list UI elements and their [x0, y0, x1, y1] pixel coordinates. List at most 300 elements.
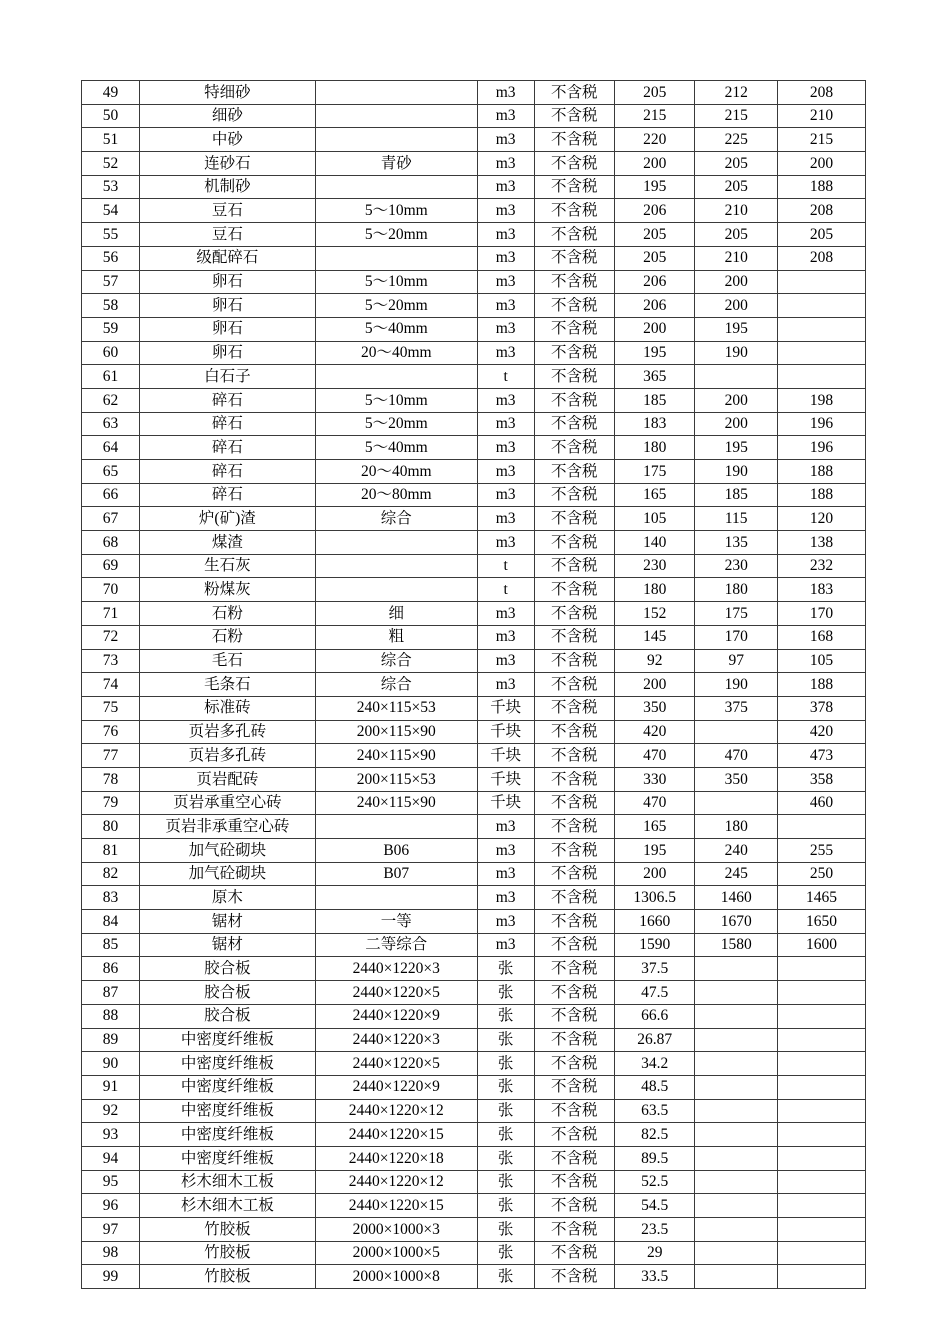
price-2	[695, 1123, 778, 1147]
tax-type: 不含税	[534, 1194, 614, 1218]
price-3: 358	[778, 767, 866, 791]
price-1: 48.5	[614, 1075, 694, 1099]
material-spec: 240×115×53	[315, 696, 477, 720]
row-number: 76	[82, 720, 140, 744]
table-row	[82, 1218, 866, 1242]
price-2: 115	[695, 507, 778, 531]
table-row	[82, 578, 866, 602]
material-name: 卵石	[139, 270, 315, 294]
material-spec	[315, 246, 477, 270]
row-number: 73	[82, 649, 140, 673]
price-3: 188	[778, 483, 866, 507]
tax-type: 不含税	[534, 1146, 614, 1170]
row-number: 79	[82, 791, 140, 815]
price-3	[778, 294, 866, 318]
price-1: 205	[614, 81, 694, 105]
price-1: 175	[614, 460, 694, 484]
price-2: 205	[695, 175, 778, 199]
price-1: 1306.5	[614, 886, 694, 910]
row-number: 92	[82, 1099, 140, 1123]
price-3: 196	[778, 412, 866, 436]
price-2	[695, 1052, 778, 1076]
tax-type: 不含税	[534, 365, 614, 389]
table-row	[82, 531, 866, 555]
price-3: 196	[778, 436, 866, 460]
row-number: 58	[82, 294, 140, 318]
material-unit: m3	[477, 81, 534, 105]
tax-type: 不含税	[534, 199, 614, 223]
table-row	[82, 1075, 866, 1099]
material-unit: 张	[477, 1052, 534, 1076]
material-unit: t	[477, 365, 534, 389]
price-2: 200	[695, 412, 778, 436]
price-2: 195	[695, 317, 778, 341]
material-unit: m3	[477, 673, 534, 697]
material-spec: 5～10mm	[315, 270, 477, 294]
material-spec	[315, 531, 477, 555]
price-2: 375	[695, 696, 778, 720]
tax-type: 不含税	[534, 531, 614, 555]
price-1: 200	[614, 862, 694, 886]
material-spec: 2000×1000×5	[315, 1241, 477, 1265]
price-1: 200	[614, 152, 694, 176]
price-2	[695, 1146, 778, 1170]
material-unit: m3	[477, 910, 534, 934]
price-2: 200	[695, 388, 778, 412]
price-1: 26.87	[614, 1028, 694, 1052]
price-2	[695, 1170, 778, 1194]
table-row	[82, 483, 866, 507]
table-row	[82, 933, 866, 957]
price-3: 1650	[778, 910, 866, 934]
tax-type: 不含税	[534, 696, 614, 720]
tax-type: 不含税	[534, 341, 614, 365]
table-row	[82, 223, 866, 247]
price-1: 152	[614, 602, 694, 626]
material-unit: 张	[477, 1241, 534, 1265]
material-spec: 粗	[315, 625, 477, 649]
price-3	[778, 1146, 866, 1170]
material-unit: m3	[477, 341, 534, 365]
row-number: 94	[82, 1146, 140, 1170]
material-name: 卵石	[139, 294, 315, 318]
tax-type: 不含税	[534, 412, 614, 436]
material-unit: 张	[477, 1028, 534, 1052]
price-3: 170	[778, 602, 866, 626]
material-unit: 张	[477, 1099, 534, 1123]
row-number: 61	[82, 365, 140, 389]
material-name: 粉煤灰	[139, 578, 315, 602]
price-3	[778, 1218, 866, 1242]
price-2: 180	[695, 815, 778, 839]
price-3: 188	[778, 673, 866, 697]
material-spec	[315, 886, 477, 910]
material-spec: 一等	[315, 910, 477, 934]
material-name: 毛石	[139, 649, 315, 673]
table-row	[82, 1028, 866, 1052]
price-2: 195	[695, 436, 778, 460]
table-row	[82, 910, 866, 934]
material-spec: 5～40mm	[315, 317, 477, 341]
table-row	[82, 81, 866, 105]
price-3	[778, 1194, 866, 1218]
material-spec	[315, 365, 477, 389]
material-spec: 240×115×90	[315, 791, 477, 815]
material-unit: m3	[477, 602, 534, 626]
material-unit: m3	[477, 862, 534, 886]
material-name: 生石灰	[139, 554, 315, 578]
material-spec: B06	[315, 839, 477, 863]
material-name: 竹胶板	[139, 1241, 315, 1265]
price-1: 365	[614, 365, 694, 389]
row-number: 85	[82, 933, 140, 957]
price-3: 208	[778, 199, 866, 223]
table-row	[82, 791, 866, 815]
tax-type: 不含税	[534, 625, 614, 649]
table-row	[82, 815, 866, 839]
material-unit: 张	[477, 1170, 534, 1194]
table-row	[82, 1265, 866, 1289]
material-unit: m3	[477, 199, 534, 223]
price-3: 215	[778, 128, 866, 152]
price-1: 34.2	[614, 1052, 694, 1076]
price-3: 1600	[778, 933, 866, 957]
material-spec: 200×115×90	[315, 720, 477, 744]
row-number: 70	[82, 578, 140, 602]
row-number: 95	[82, 1170, 140, 1194]
price-2: 185	[695, 483, 778, 507]
material-unit: m3	[477, 531, 534, 555]
material-spec	[315, 815, 477, 839]
material-unit: m3	[477, 270, 534, 294]
price-3: 105	[778, 649, 866, 673]
price-2: 1460	[695, 886, 778, 910]
tax-type: 不含税	[534, 839, 614, 863]
row-number: 66	[82, 483, 140, 507]
price-2: 97	[695, 649, 778, 673]
price-1: 215	[614, 104, 694, 128]
price-1: 470	[614, 744, 694, 768]
price-3: 168	[778, 625, 866, 649]
material-spec: 2440×1220×15	[315, 1194, 477, 1218]
row-number: 89	[82, 1028, 140, 1052]
material-unit: m3	[477, 460, 534, 484]
row-number: 82	[82, 862, 140, 886]
price-2: 230	[695, 554, 778, 578]
price-2: 350	[695, 767, 778, 791]
price-2: 200	[695, 294, 778, 318]
material-unit: m3	[477, 507, 534, 531]
material-spec: 2440×1220×12	[315, 1170, 477, 1194]
price-1: 47.5	[614, 981, 694, 1005]
price-1: 89.5	[614, 1146, 694, 1170]
price-2: 225	[695, 128, 778, 152]
price-2: 190	[695, 460, 778, 484]
material-name: 机制砂	[139, 175, 315, 199]
price-3	[778, 1099, 866, 1123]
price-2	[695, 365, 778, 389]
price-1: 145	[614, 625, 694, 649]
price-3	[778, 317, 866, 341]
price-3	[778, 270, 866, 294]
price-1: 1660	[614, 910, 694, 934]
material-spec: 2440×1220×15	[315, 1123, 477, 1147]
row-number: 81	[82, 839, 140, 863]
material-name: 锯材	[139, 910, 315, 934]
price-3	[778, 1028, 866, 1052]
tax-type: 不含税	[534, 460, 614, 484]
price-1: 23.5	[614, 1218, 694, 1242]
row-number: 57	[82, 270, 140, 294]
tax-type: 不含税	[534, 791, 614, 815]
material-unit: m3	[477, 625, 534, 649]
price-2	[695, 1099, 778, 1123]
price-1: 205	[614, 223, 694, 247]
price-2: 1670	[695, 910, 778, 934]
tax-type: 不含税	[534, 388, 614, 412]
price-1: 37.5	[614, 957, 694, 981]
material-unit: 张	[477, 981, 534, 1005]
price-2: 240	[695, 839, 778, 863]
table-body	[82, 81, 866, 1289]
material-unit: m3	[477, 104, 534, 128]
price-1: 180	[614, 578, 694, 602]
tax-type: 不含税	[534, 81, 614, 105]
tax-type: 不含税	[534, 246, 614, 270]
tax-type: 不含税	[534, 767, 614, 791]
material-name: 中砂	[139, 128, 315, 152]
row-number: 97	[82, 1218, 140, 1242]
material-name: 白石子	[139, 365, 315, 389]
price-2	[695, 1265, 778, 1289]
material-unit: 张	[477, 1194, 534, 1218]
price-3: 200	[778, 152, 866, 176]
material-unit: m3	[477, 294, 534, 318]
row-number: 51	[82, 128, 140, 152]
material-spec	[315, 175, 477, 199]
price-3	[778, 957, 866, 981]
price-2	[695, 1075, 778, 1099]
material-spec: 细	[315, 602, 477, 626]
table-row	[82, 317, 866, 341]
price-2	[695, 1218, 778, 1242]
material-name: 细砂	[139, 104, 315, 128]
material-name: 碎石	[139, 388, 315, 412]
row-number: 86	[82, 957, 140, 981]
material-name: 加气砼砌块	[139, 862, 315, 886]
material-spec: 2440×1220×3	[315, 1028, 477, 1052]
price-1: 185	[614, 388, 694, 412]
tax-type: 不含税	[534, 1004, 614, 1028]
material-name: 页岩承重空心砖	[139, 791, 315, 815]
table-row	[82, 270, 866, 294]
material-spec: 200×115×53	[315, 767, 477, 791]
price-1: 165	[614, 483, 694, 507]
material-spec: 综合	[315, 649, 477, 673]
price-3: 1465	[778, 886, 866, 910]
material-name: 碎石	[139, 412, 315, 436]
row-number: 62	[82, 388, 140, 412]
price-3: 210	[778, 104, 866, 128]
price-2: 212	[695, 81, 778, 105]
material-name: 毛条石	[139, 673, 315, 697]
material-spec: 5～20mm	[315, 412, 477, 436]
material-name: 豆石	[139, 223, 315, 247]
table-row	[82, 1241, 866, 1265]
material-unit: m3	[477, 483, 534, 507]
price-2: 180	[695, 578, 778, 602]
table-row	[82, 294, 866, 318]
material-spec: 2440×1220×5	[315, 1052, 477, 1076]
price-2	[695, 1241, 778, 1265]
row-number: 59	[82, 317, 140, 341]
material-spec: 2440×1220×3	[315, 957, 477, 981]
price-3: 208	[778, 246, 866, 270]
material-spec: 2440×1220×9	[315, 1004, 477, 1028]
material-spec	[315, 128, 477, 152]
material-name: 连砂石	[139, 152, 315, 176]
material-spec: 20～80mm	[315, 483, 477, 507]
table-row	[82, 862, 866, 886]
row-number: 64	[82, 436, 140, 460]
price-3: 188	[778, 175, 866, 199]
table-row	[82, 152, 866, 176]
material-name: 特细砂	[139, 81, 315, 105]
row-number: 72	[82, 625, 140, 649]
tax-type: 不含税	[534, 1170, 614, 1194]
table-row	[82, 696, 866, 720]
material-name: 石粉	[139, 602, 315, 626]
price-1: 33.5	[614, 1265, 694, 1289]
row-number: 80	[82, 815, 140, 839]
material-unit: m3	[477, 175, 534, 199]
price-3	[778, 365, 866, 389]
price-3: 473	[778, 744, 866, 768]
material-unit: m3	[477, 815, 534, 839]
price-3: 460	[778, 791, 866, 815]
table-row	[82, 839, 866, 863]
table-row	[82, 1004, 866, 1028]
row-number: 88	[82, 1004, 140, 1028]
table-row	[82, 1052, 866, 1076]
material-spec: 综合	[315, 507, 477, 531]
price-2: 190	[695, 673, 778, 697]
price-1: 29	[614, 1241, 694, 1265]
material-unit: 张	[477, 1004, 534, 1028]
tax-type: 不含税	[534, 270, 614, 294]
row-number: 56	[82, 246, 140, 270]
material-name: 炉(矿)渣	[139, 507, 315, 531]
row-number: 74	[82, 673, 140, 697]
price-1: 1590	[614, 933, 694, 957]
material-name: 页岩多孔砖	[139, 720, 315, 744]
price-1: 92	[614, 649, 694, 673]
table-row	[82, 767, 866, 791]
material-name: 页岩非承重空心砖	[139, 815, 315, 839]
material-spec: 5～10mm	[315, 388, 477, 412]
tax-type: 不含税	[534, 436, 614, 460]
material-name: 碎石	[139, 460, 315, 484]
material-unit: 张	[477, 957, 534, 981]
price-3: 255	[778, 839, 866, 863]
table-row	[82, 554, 866, 578]
material-spec: 5～40mm	[315, 436, 477, 460]
tax-type: 不含税	[534, 1075, 614, 1099]
material-unit: m3	[477, 412, 534, 436]
row-number: 53	[82, 175, 140, 199]
material-unit: m3	[477, 933, 534, 957]
material-unit: 张	[477, 1075, 534, 1099]
tax-type: 不含税	[534, 294, 614, 318]
tax-type: 不含税	[534, 175, 614, 199]
material-spec: 2440×1220×9	[315, 1075, 477, 1099]
tax-type: 不含税	[534, 744, 614, 768]
material-name: 碎石	[139, 436, 315, 460]
table-row	[82, 104, 866, 128]
price-3	[778, 1265, 866, 1289]
row-number: 65	[82, 460, 140, 484]
material-name: 中密度纤维板	[139, 1028, 315, 1052]
tax-type: 不含税	[534, 910, 614, 934]
row-number: 83	[82, 886, 140, 910]
price-2: 190	[695, 341, 778, 365]
price-2	[695, 1028, 778, 1052]
price-2: 215	[695, 104, 778, 128]
tax-type: 不含税	[534, 815, 614, 839]
price-3	[778, 1123, 866, 1147]
material-name: 豆石	[139, 199, 315, 223]
tax-type: 不含税	[534, 1052, 614, 1076]
material-unit: m3	[477, 388, 534, 412]
price-2	[695, 981, 778, 1005]
row-number: 60	[82, 341, 140, 365]
material-name: 煤渣	[139, 531, 315, 555]
price-3	[778, 981, 866, 1005]
material-name: 中密度纤维板	[139, 1075, 315, 1099]
price-3	[778, 1004, 866, 1028]
tax-type: 不含税	[534, 602, 614, 626]
material-unit: m3	[477, 128, 534, 152]
price-2: 205	[695, 223, 778, 247]
price-3	[778, 1170, 866, 1194]
row-number: 77	[82, 744, 140, 768]
price-1: 63.5	[614, 1099, 694, 1123]
tax-type: 不含税	[534, 223, 614, 247]
table-row	[82, 436, 866, 460]
material-spec: 2440×1220×18	[315, 1146, 477, 1170]
price-1: 206	[614, 199, 694, 223]
table-row	[82, 128, 866, 152]
material-spec	[315, 104, 477, 128]
table-row	[82, 341, 866, 365]
price-2: 200	[695, 270, 778, 294]
table-row	[82, 625, 866, 649]
table-row	[82, 1170, 866, 1194]
price-2: 210	[695, 199, 778, 223]
price-2: 210	[695, 246, 778, 270]
row-number: 71	[82, 602, 140, 626]
tax-type: 不含税	[534, 578, 614, 602]
table-row	[82, 412, 866, 436]
price-1: 195	[614, 839, 694, 863]
material-unit: t	[477, 578, 534, 602]
tax-type: 不含税	[534, 152, 614, 176]
price-2	[695, 1194, 778, 1218]
table-row	[82, 1099, 866, 1123]
table-row	[82, 649, 866, 673]
price-1: 350	[614, 696, 694, 720]
material-unit: m3	[477, 839, 534, 863]
